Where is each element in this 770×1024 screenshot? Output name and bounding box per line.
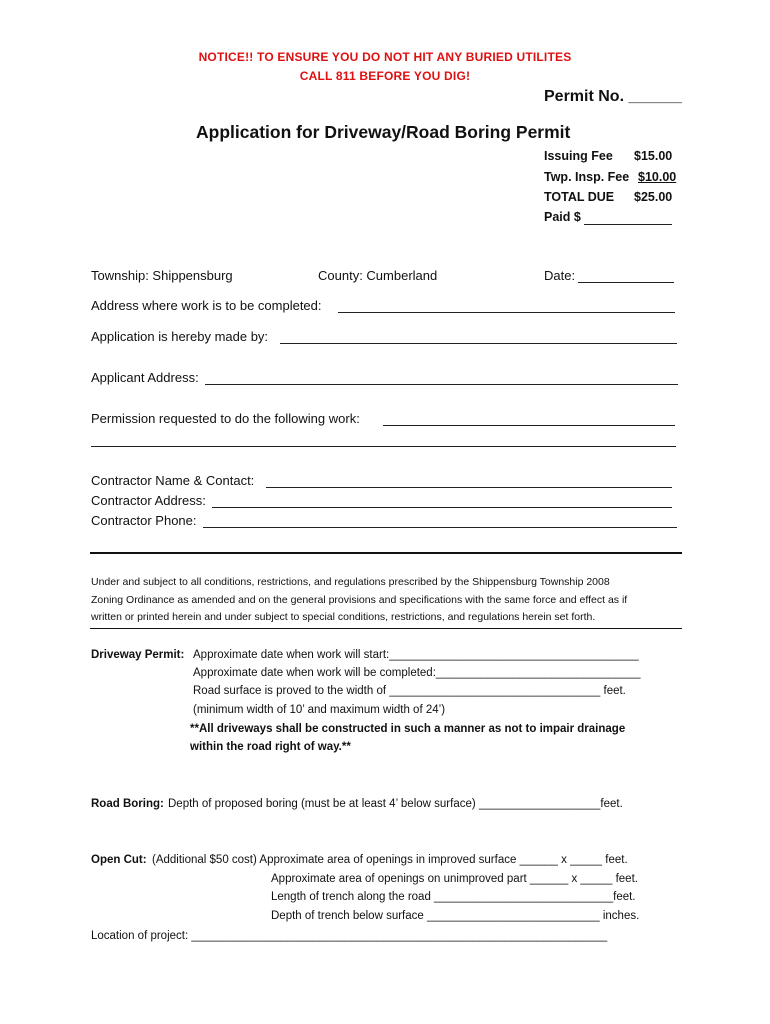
date-label: Date: — [544, 268, 576, 283]
road-boring-depth[interactable]: Depth of proposed boring (must be at least 4’ below surface) ___________________feet. — [168, 798, 623, 810]
paid-field[interactable] — [584, 224, 672, 225]
driveway-permit-label: Driveway Permit: — [91, 649, 185, 661]
permission-field-1[interactable] — [383, 425, 675, 426]
permission-label: Permission requested to do the following work: — [91, 411, 360, 426]
twp-fee-label: Twp. Insp. Fee — [544, 170, 630, 184]
total-due-value: $25.00 — [634, 190, 673, 204]
notice-line-1: NOTICE!! TO ENSURE YOU DO NOT HIT ANY BURIED UTILITES — [198, 50, 572, 64]
address-work-field[interactable] — [338, 312, 675, 313]
driveway-start-date[interactable]: Approximate date when work will start:_______________________________________ — [193, 649, 639, 661]
issuing-fee-value: $15.00 — [634, 149, 673, 163]
terms-line-1: Under and subject to all conditions, restrictions, and regulations prescribed by the Shippensburg Township 2008 — [91, 576, 610, 588]
contractor-phone-field[interactable] — [203, 527, 677, 528]
contractor-phone-label: Contractor Phone: — [91, 513, 197, 528]
driveway-warning-2: within the road right of way.** — [190, 741, 351, 753]
application-by-field[interactable] — [280, 343, 677, 344]
applicant-address-field[interactable] — [205, 384, 678, 385]
paid-label: Paid $ — [544, 210, 581, 224]
county-label: County: Cumberland — [318, 268, 438, 283]
driveway-min-max: (minimum width of 10’ and maximum width of 24’) — [193, 704, 446, 716]
section-divider — [90, 552, 682, 554]
driveway-width[interactable]: Road surface is proved to the width of _________________________________ feet. — [193, 685, 626, 697]
terms-divider — [90, 628, 682, 629]
applicant-address-label: Applicant Address: — [91, 370, 199, 385]
contractor-address-label: Contractor Address: — [91, 493, 206, 508]
permission-field-2[interactable] — [91, 446, 676, 447]
date-field[interactable] — [578, 282, 674, 283]
open-cut-improved[interactable]: (Additional $50 cost) Approximate area of openings in improved surface ______ x _____ feet. — [152, 854, 628, 866]
permit-number: Permit No. ______ — [544, 88, 682, 105]
notice-line-2: CALL 811 BEFORE YOU DIG! — [299, 69, 471, 83]
driveway-warning-1: **All driveways shall be constructed in such a manner as not to impair drainage — [190, 723, 626, 735]
page-title: Application for Driveway/Road Boring Permit — [196, 122, 571, 142]
project-location[interactable]: Location of project: _________________________________________________________________ — [91, 930, 608, 942]
address-work-label: Address where work is to be completed: — [91, 298, 322, 313]
open-cut-label: Open Cut: — [91, 854, 147, 866]
contractor-name-label: Contractor Name & Contact: — [91, 473, 255, 488]
issuing-fee-label: Issuing Fee — [544, 149, 613, 163]
open-cut-unimproved[interactable]: Approximate area of openings on unimproved part ______ x _____ feet. — [271, 873, 638, 885]
contractor-name-field[interactable] — [266, 487, 672, 488]
driveway-completed-date[interactable]: Approximate date when work will be completed:________________________________ — [193, 667, 641, 679]
open-cut-trench-length[interactable]: Length of trench along the road ____________________________feet. — [271, 891, 636, 903]
contractor-address-field[interactable] — [212, 507, 672, 508]
open-cut-trench-depth[interactable]: Depth of trench below surface ___________________________ inches. — [271, 910, 640, 922]
terms-line-3: written or printed herein and under subject to special conditions, restrictions, and regulations herein set forth. — [91, 611, 596, 623]
township-label: Township: Shippensburg — [91, 268, 233, 283]
terms-line-2: Zoning Ordinance as amended and on the general provisions and specifications with the same force and effect as if — [91, 594, 628, 606]
twp-fee-value: $10.00 — [638, 170, 677, 184]
application-by-label: Application is hereby made by: — [91, 329, 269, 344]
road-boring-label: Road Boring: — [91, 798, 164, 810]
total-due-label: TOTAL DUE — [544, 190, 615, 204]
